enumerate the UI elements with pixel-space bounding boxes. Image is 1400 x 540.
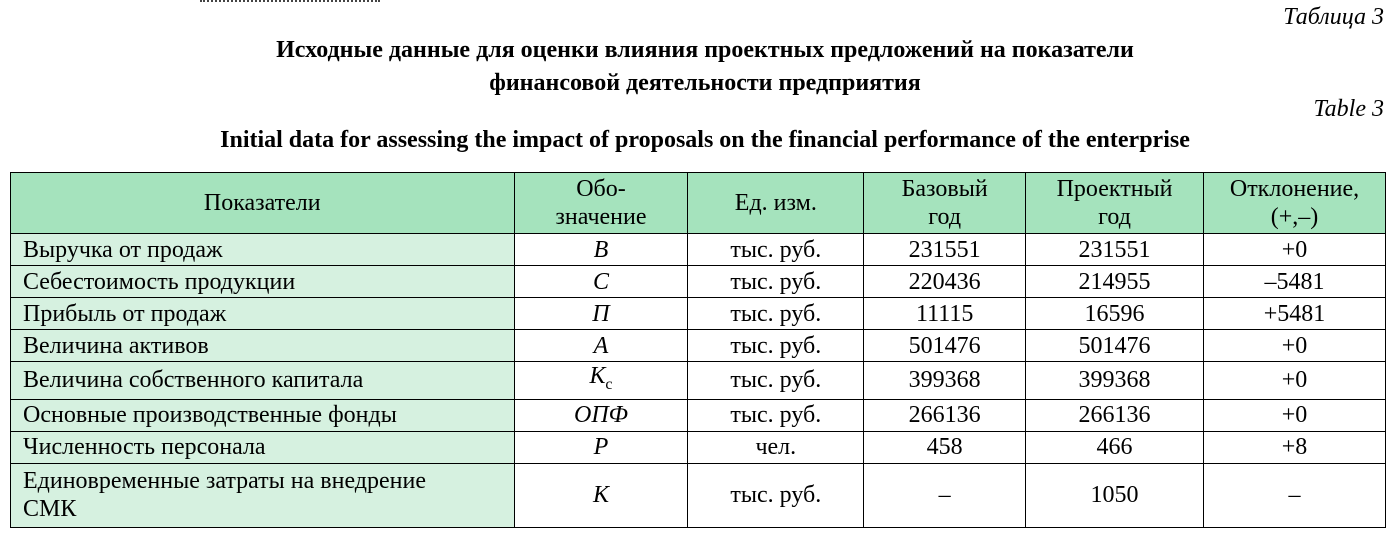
row-symbol: А <box>514 330 688 362</box>
header-unit: Ед. изм. <box>688 173 864 234</box>
row-unit: тыс. руб. <box>688 298 864 330</box>
row-symbol-subscript: с <box>605 375 613 393</box>
row-symbol: В <box>514 234 688 266</box>
row-unit: тыс. руб. <box>688 266 864 298</box>
row-base: 220436 <box>864 266 1026 298</box>
row-project: 501476 <box>1026 330 1204 362</box>
row-unit: тыс. руб. <box>688 234 864 266</box>
row-base: 501476 <box>864 330 1026 362</box>
title-ru-line-2: финансовой деятельности предприятия <box>489 70 921 96</box>
header-project-year: Проектный год <box>1026 173 1204 234</box>
row-unit: тыс. руб. <box>688 330 864 362</box>
row-name: Величина собственного капитала <box>11 362 515 400</box>
row-unit: тыс. руб. <box>688 362 864 400</box>
row-base: – <box>864 463 1026 527</box>
row-name: Единовременные затраты на внедрение СМК <box>11 463 515 527</box>
table-row <box>11 266 1386 298</box>
row-deviation: +5481 <box>1204 298 1386 330</box>
row-deviation: +0 <box>1204 399 1386 431</box>
table-row <box>11 298 1386 330</box>
row-deviation: +0 <box>1204 330 1386 362</box>
header-base-year: Базовый год <box>864 173 1026 234</box>
row-base: 458 <box>864 431 1026 463</box>
table-title-en: Initial data for assessing the impact of proposals on the financial performance of the enterprise <box>220 127 1190 153</box>
row-deviation: – <box>1204 463 1386 527</box>
row-project: 1050 <box>1026 463 1204 527</box>
row-unit: тыс. руб. <box>688 399 864 431</box>
table-number-ru: Таблица 3 <box>1283 4 1384 30</box>
row-unit: чел. <box>688 431 864 463</box>
row-deviation: +0 <box>1204 234 1386 266</box>
data-table <box>10 172 1386 528</box>
row-project: 399368 <box>1026 362 1204 400</box>
row-base: 266136 <box>864 399 1026 431</box>
row-name: Выручка от продаж <box>11 234 515 266</box>
table-row <box>11 234 1386 266</box>
row-project: 231551 <box>1026 234 1204 266</box>
header-indicator: Показатели <box>11 173 515 234</box>
row-base: 399368 <box>864 362 1026 400</box>
row-name: Основные производственные фонды <box>11 399 515 431</box>
title-ru-line-1: Исходные данные для оценки влияния проектных предложений на показатели <box>276 37 1134 63</box>
table-row <box>11 463 1386 527</box>
cropped-text-fragment <box>200 0 380 5</box>
row-name: Численность персонала <box>11 431 515 463</box>
row-base: 231551 <box>864 234 1026 266</box>
row-project: 214955 <box>1026 266 1204 298</box>
table-row <box>11 330 1386 362</box>
row-symbol: ОПФ <box>514 399 688 431</box>
table-title-ru <box>0 34 1400 100</box>
table-row <box>11 362 1386 400</box>
row-name: Себестоимость продукции <box>11 266 515 298</box>
row-name: Прибыль от продаж <box>11 298 515 330</box>
row-symbol: П <box>514 298 688 330</box>
row-unit: тыс. руб. <box>688 463 864 527</box>
row-project: 16596 <box>1026 298 1204 330</box>
table-row <box>11 399 1386 431</box>
row-symbol: Р <box>514 431 688 463</box>
header-deviation: Отклонение, (+,–) <box>1204 173 1386 234</box>
row-project: 466 <box>1026 431 1204 463</box>
row-symbol: К <box>514 463 688 527</box>
row-base: 11115 <box>864 298 1026 330</box>
row-deviation: +0 <box>1204 362 1386 400</box>
row-symbol: С <box>514 266 688 298</box>
row-project: 266136 <box>1026 399 1204 431</box>
table-number-en: Table 3 <box>1313 96 1384 122</box>
row-name: Величина активов <box>11 330 515 362</box>
row-symbol-main: К <box>589 363 606 389</box>
row-deviation: +8 <box>1204 431 1386 463</box>
header-designation: Обо- значение <box>514 173 688 234</box>
header-row <box>11 173 1386 234</box>
table-row <box>11 431 1386 463</box>
row-deviation: –5481 <box>1204 266 1386 298</box>
row-symbol <box>514 362 688 400</box>
